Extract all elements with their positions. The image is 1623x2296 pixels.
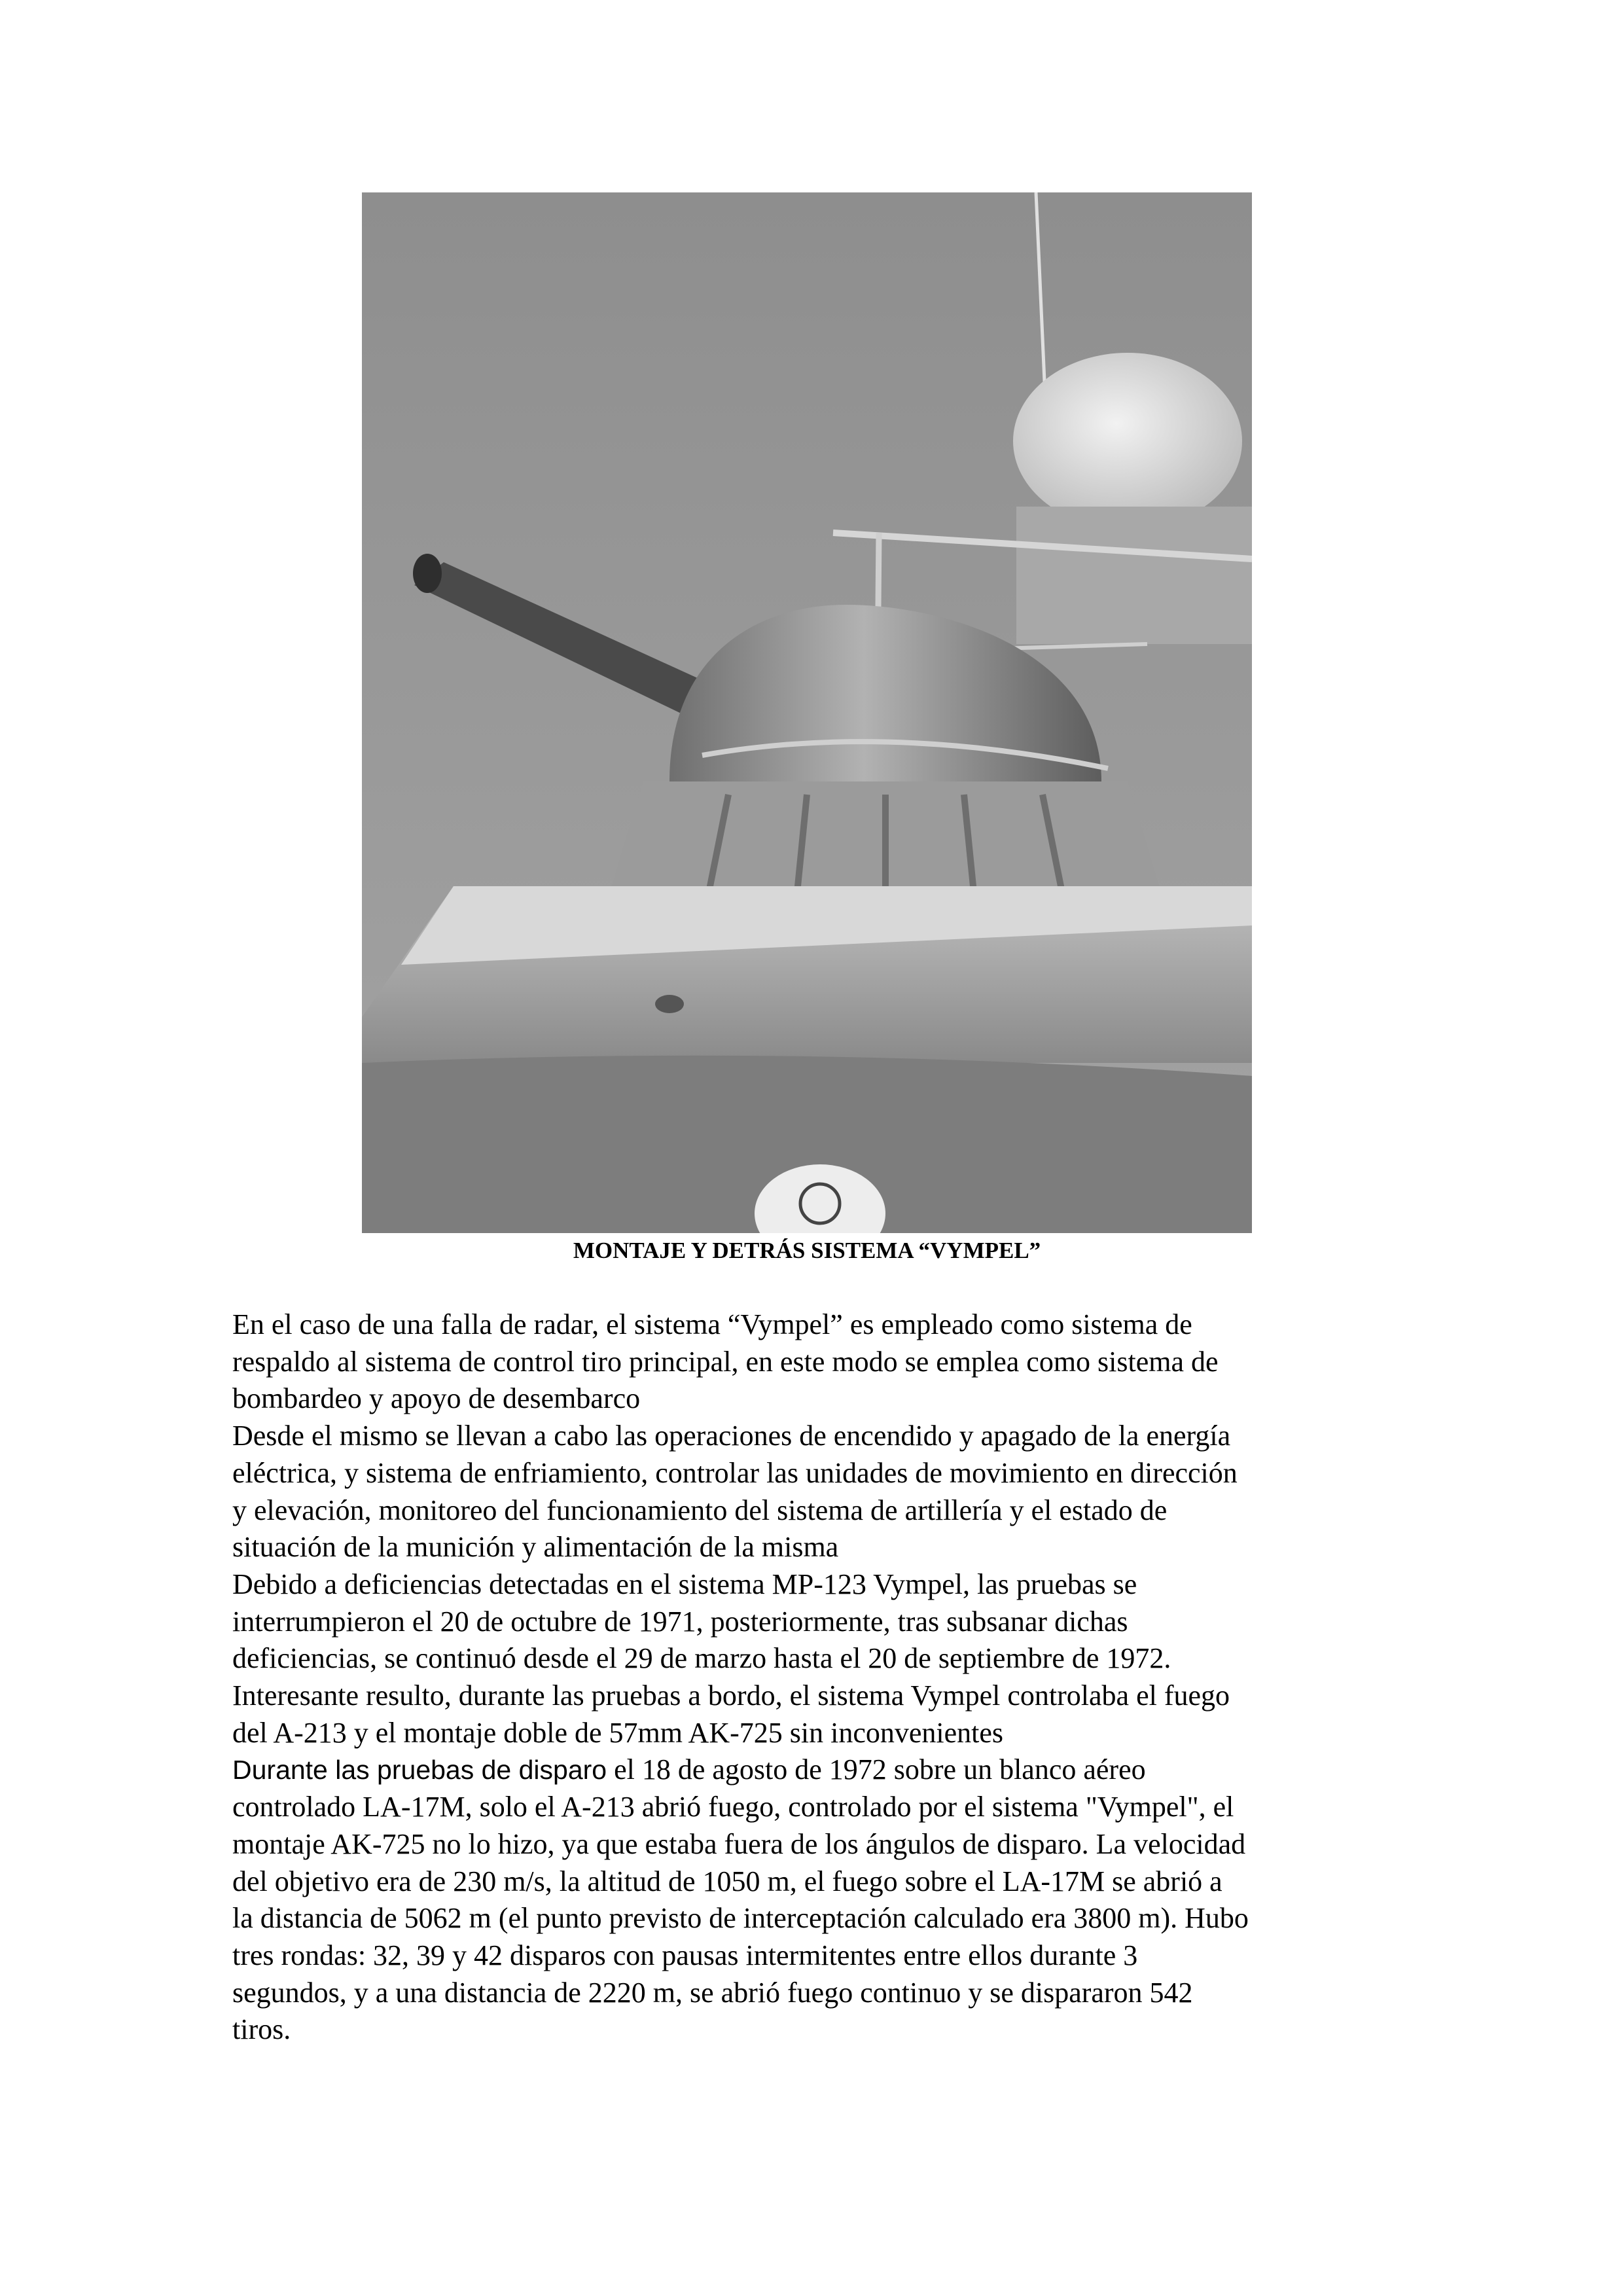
gun-mount-photo (362, 192, 1252, 1233)
paragraph-operations: Desde el mismo se llevan a cabo las operaciones de encendido y apagado de la energía eléctrica, y sistema de enfriamiento, controlar las unidades de movimiento en dirección y elevación, monitoreo del funcionamiento del sistema de artillería y el estado de situación de la munición y alimentación de la misma (232, 1420, 1238, 1564)
article-body (232, 1306, 1404, 2049)
paragraph-radar-backup: En el caso de una falla de radar, el sistema “Vympel” es empleado como sistema de respaldo al sistema de control tiro principal, en este modo se emplea como sistema de bombardeo y apoyo de desembarco (232, 1308, 1219, 1415)
paragraph-deficiencies: Debido a deficiencias detectadas en el sistema MP-123 Vympel, las pruebas se interrumpieron el 20 de octubre de 1971, posteriormente, tras subsanar dichas deficiencias, se continuó desde el 29 de marzo hasta el 20 de septiembre de 1972. (232, 1568, 1171, 1675)
paragraph-firing-tests (232, 1751, 1404, 2049)
paragraph-onboard-tests: Interesante resulto, durante las pruebas a bordo, el sistema Vympel controlaba el fuego del A-213 y el montaje doble de 57mm AK-725 sin inconvenientes (232, 1679, 1230, 1749)
firing-tests-text: el 18 de agosto de 1972 sobre un blanco aéreo controlado LA-17M, solo el A-213 abrió fuego, controlado por el sistema "Vympel", el montaje AK-725 no lo hizo, ya que estaba fuera de los ángulos de disparo. La velocidad del objetivo era de 230 m/s, la altitud de 1050 m, el fuego sobre el LA-17M se abrió a la distancia de 5062 m (el punto previsto de interceptación calculado era 3800 m). Hubo tres rondas: 32, 39 y 42 disparos con pausas intermitentes entre ellos durante 3 segundos, y a una distancia de 2220 m, se abrió fuego continuo y se dispararon 542 tiros. (232, 1753, 1249, 2046)
figure-caption: MONTAJE Y DETRÁS SISTEMA “VYMPEL” (573, 1238, 1041, 1263)
firing-tests-lead: Durante las pruebas de disparo (232, 1755, 607, 1785)
gun-mount-illustration (362, 192, 1252, 1233)
